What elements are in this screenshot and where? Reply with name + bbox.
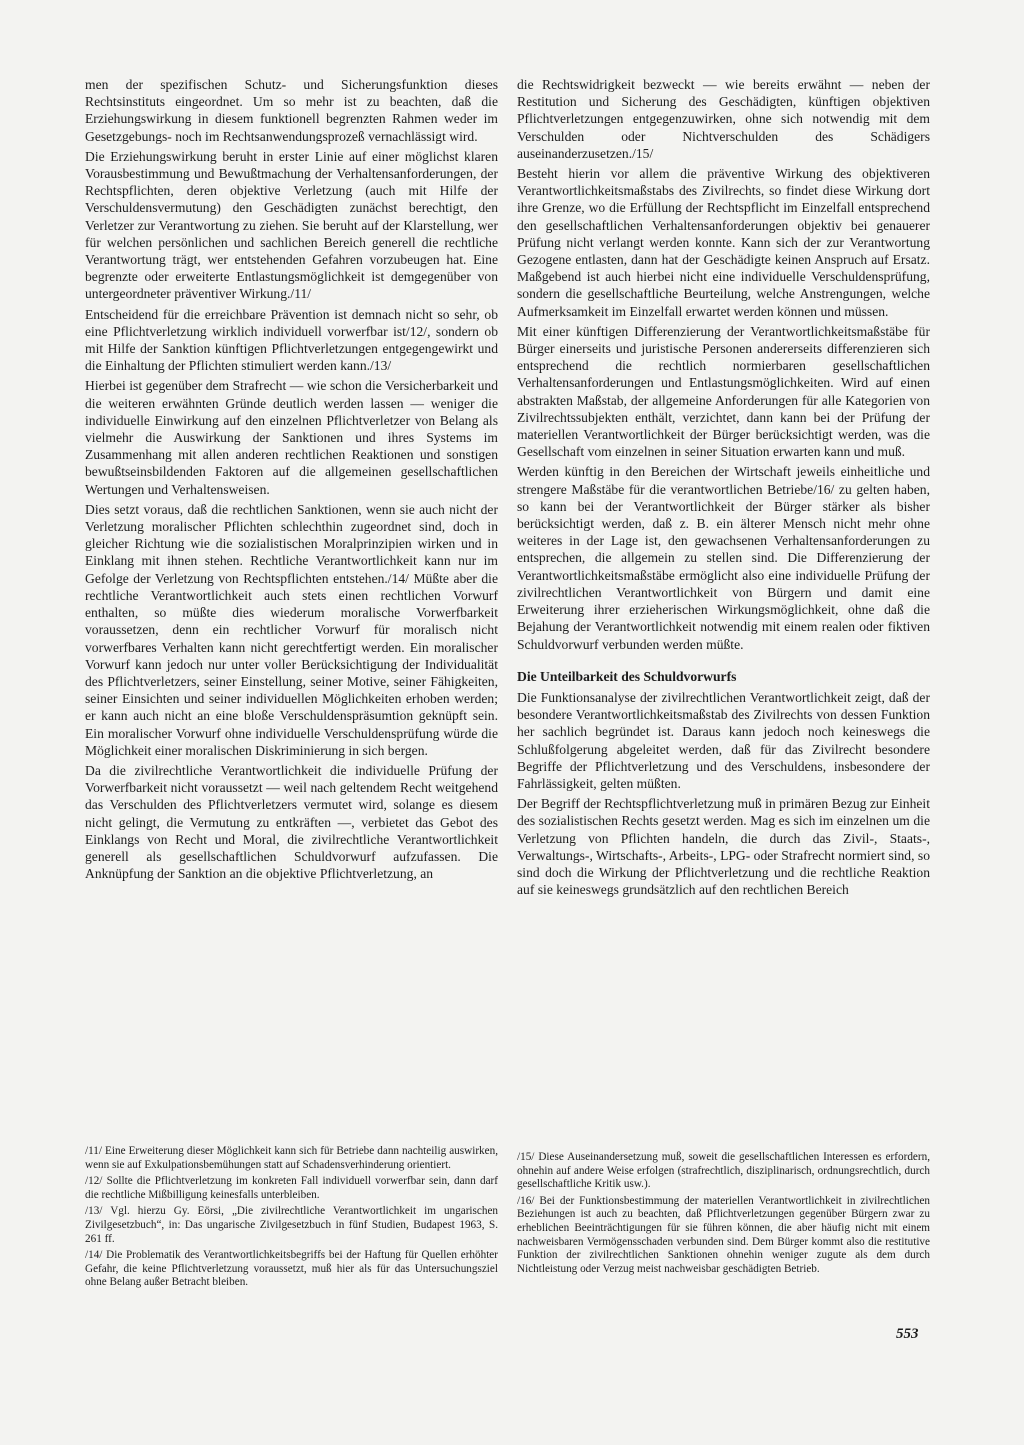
body-paragraph: Werden künftig in den Bereichen der Wirtschaft jeweils einheitliche und strengere Maßstäbe für die verantwortlichen Betriebe/16/ zu gelten haben, so kann bei der Verantwortlichkeit der Bürger stärker als bisher berücksichtigt werden, daß z. B. ein älterer Mensch nicht mehr ohne weiteres in der Lage ist, den gewachsenen Verhaltensanforderungen zu entsprechen, die allgemein zu stellen sind. Die Differenzierung der Verantwortlichkeitsmaßstäbe ermöglicht also eine individuelle Prüfung der zivilrechtlichen Verantwortlichkeit von Bürgern und damit eine Erweiterung ihrer erzieherischen Wirkungsmöglichkeit, ohne daß die Bejahung der Verantwortlichkeit notwendig mit einem realen oder fiktiven Schuldvorwurf verbunden werden müßte.: [517, 464, 930, 652]
footnotes-left: [85, 1145, 498, 1293]
footnote: /15/ Diese Auseinandersetzung muß, soweit die gesellschaftlichen Interessen es erfordern, ohnehin auf andere Weise erfolgen (strafrechtlich, disziplinarisch, ordnungsrechtlich, durch gesellschaftliche Kritik usw.).: [517, 1151, 930, 1191]
footnotes-right: [517, 1151, 930, 1279]
body-paragraph: Der Begriff der Rechtspflichtverletzung muß in primären Bezug zur Einheit des sozialistischen Rechts gesetzt werden. Mag es sich im einzelnen um die Verletzung von Pflichten handeln, die durch das Zivil-, Staats-, Verwaltungs-, Wirtschafts-, Arbeits-, LPG- oder Strafrecht normiert sind, so sind doch die Wirkung der Pflichtverletzung und die rechtliche Reaktion auf sie keineswegs grundsätzlich auf den rechtlichen Bereich: [517, 796, 930, 898]
left-column: [85, 76, 498, 885]
body-paragraph: Dies setzt voraus, daß die rechtlichen Sanktionen, wenn sie auch nicht der Verletzung moralischer Pflichten schlechthin zugeordnet sind, doch in gleicher Richtung wie die sozialistischen Moralprinzipien wirken und in Einklang mit ihnen stehen. Rechtliche Verantwortlichkeit kann nur im Gefolge der Verletzung von Rechtspflichten entstehen./14/ Müßte aber die rechtliche Verantwortlichkeit auch stets einen rechtlichen Vorwurf enthalten, so müßte dies wiederum moralische Vorwerfbarkeit voraussetzen, denn ein rechtlicher Vorwurf für moralisch nicht vorwerfbares Verhalten kann nicht gerechtfertigt werden. Ein moralischer Vorwurf kann jedoch nur unter voller Berücksichtigung der Individualität des Pflichtverletzers, seiner Einstellung, seiner Motive, seiner Fähigkeiten, seiner Einsichten und seiner individuellen Möglichkeiten erhoben werden; er kann auch nicht an eine bloße Verschuldenspräsumtion geknüpft sein. Ein moralischer Vorwurf ohne individuelle Verschuldensprüfung würde die Möglichkeit einer moralischen Diskriminierung in sich bergen.: [85, 501, 498, 758]
body-paragraph: Entscheidend für die erreichbare Prävention ist demnach nicht so sehr, ob eine Pflichtverletzung wirklich individuell vorwerfbar ist/12/, sondern ob mit Hilfe der Sanktion künftigen Pflichtverletzungen entgegengewirkt und die Einhaltung der Pflichten stimuliert werden kann./13/: [85, 306, 498, 374]
footnote: /11/ Eine Erweiterung dieser Möglichkeit kann sich für Betriebe dann nachteilig auswirken, wenn sie auf Exkulpationsbemühungen statt auf Schadensverhinderung orientiert.: [85, 1145, 498, 1171]
footnote: /16/ Bei der Funktionsbestimmung der materiellen Verantwortlichkeit in zivilrechtlichen Beziehungen ist auch zu beachten, daß Pflichtverletzungen gegenüber Bürgern zwar zu erheblichen Beeinträchtigungen für sie führen können, die aber häufig nicht mit einem nachweisbaren Vermögensschaden verbunden sind. Dem Bürger kommt also die restitutive Funktion der zivilrechtlichen Sanktionen ohnehin weniger zugute als dem durch Nichtleistung oder Verzug meist nachweisbar geschädigten Betrieb.: [517, 1194, 930, 1275]
footnote: /14/ Die Problematik des Verantwortlichkeitsbegriffs bei der Haftung für Quellen erhöhter Gefahr, die keine Pflichtverletzung voraussetzt, muß hier als für das Untersuchungsziel ohne Belang außer Betracht bleiben.: [85, 1249, 498, 1289]
body-paragraph: Die Erziehungswirkung beruht in erster Linie auf einer möglichst klaren Vorausbestimmung und Bewußtmachung der Verhaltensanforderungen, der Rechtspflichten, deren objektive Verletzung (auch mit Hilfe der Verschuldensvermutung) den Geschädigten zunächst berechtigt, den Verletzer zur Verantwortung zu ziehen. Sie beruht auf der Klarstellung, wer für welchen persönlichen und sachlichen Bereich generell die rechtliche Verantwortung trägt, wer entstehenden Gefahren vorzubeugen hat. Eine begrenzte oder erweiterte Entlastungsmöglichkeit ist demgegenüber von untergeordneter präventiver Wirkung./11/: [85, 148, 498, 302]
body-paragraph: Besteht hierin vor allem die präventive Wirkung des objektiveren Verantwortlichkeitsmaßstabs des Zivilrechts, so findet diese Wirkung dort ihre Grenze, wo die Erfüllung der Rechtspflicht im Einzelfall entsprechend den gesellschaftlichen Verhaltensanforderungen objektiv bei genauerer Prüfung nicht verlangt werden konnte. Kann sich der zur Verantwortung Gezogene entlasten, dann hat der Geschädigte keinen Anspruch auf Ersatz. Maßgebend ist auch hierbei nicht eine individuelle Verschuldensprüfung, sondern die gesellschaftliche Beurteilung, welche Anstrengungen, welche Aufmerksamkeit im Einzelfall erwartet werden können und müssen.: [517, 166, 930, 319]
footnote: /13/ Vgl. hierzu Gy. Eörsi, „Die zivilrechtliche Verantwortlichkeit im ungarischen Zivilgesetzbuch“, in: Das ungarische Zivilgesetzbuch in fünf Studien, Budapest 1963, S. 261 ff.: [85, 1205, 498, 1245]
body-paragraph: men der spezifischen Schutz- und Sicherungsfunktion dieses Rechtsinstituts eingeordnet. Um so mehr ist zu beachten, daß die Erziehungswirkung in diesem funktionell begrenzten Rahmen weder im Gesetzgebungs- noch im Rechtsanwendungsprozeß vernachlässigt wird.: [85, 77, 498, 144]
body-paragraph: Mit einer künftigen Differenzierung der Verantwortlichkeitsmaßstäbe für Bürger einerseits und juristische Personen andererseits differenzieren sich entsprechend die rechtlich normierbaren gesellschaftlichen Verhaltensanforderungen und Entlastungsmöglichkeiten. Wird auf einen abstrakten Maßstab, der allgemeine Anforderungen für alle Kategorien von Zivilrechtssubjekten enthält, verzichtet, dann kann bei der Prüfung der materiellen Verantwortlichkeit der Bürger berücksichtigt werden, was die Gesellschaft vom einzelnen in seiner Situation erwarten kann und muß.: [517, 323, 930, 460]
body-paragraph: Da die zivilrechtliche Verantwortlichkeit die individuelle Prüfung der Vorwerfbarkeit nicht voraussetzt — weil nach geltendem Recht weitgehend das Verschulden des Pflichtverletzers vermutet wird, solange es diesem nicht gelingt, die Vermutung zu entkräften —, verbietet das Gebot des Einklangs von Recht und Moral, die zivilrechtliche Verantwortlichkeit generell als gesellschaftlichen Schuldvorwurf aufzufassen. Die Anknüpfung der Sanktion an die objektive Pflichtverletzung, an: [85, 762, 498, 882]
body-paragraph: Die Funktionsanalyse der zivilrechtlichen Verantwortlichkeit zeigt, daß der besondere Verantwortlichkeitsmaßstab des Zivilrechts von dessen Funktion her sachlich begründet ist. Daraus kann jedoch noch keineswegs die Schlußfolgerung abgeleitet werden, daß für das Zivilrecht besondere Begriffe der Pflichtverletzung und des Verschuldens, insbesondere der Fahrlässigkeit, gelten müßten.: [517, 689, 930, 791]
body-paragraph: die Rechtswidrigkeit bezweckt — wie bereits erwähnt — neben der Restitution und Sicherung des Geschädigten, künftigen objektiven Pflichtverletzungen entgegenzuwirken, ohne sich notwendig mit dem Verschulden oder Nichtverschulden des Schädigers auseinanderzusetzen./15/: [517, 77, 930, 161]
right-column: [517, 76, 930, 901]
body-paragraph: Hierbei ist gegenüber dem Strafrecht — wie schon die Versicherbarkeit und die weiteren erwähnten Gründe deutlich werden lassen — weniger die individuelle Einwirkung auf den einzelnen Pflichtverletzer von Belang als vielmehr die Auswirkung der Sanktionen und ihres Systems im Zusammenhang mit allen anderen rechtlichen Reaktionen und sonstigen bewußtseinsbildenden Faktoren auf die allgemeinen gesellschaftlichen Wertungen und Verhaltensweisen.: [85, 378, 498, 497]
footnote: /12/ Sollte die Pflichtverletzung im konkreten Fall individuell vorwerfbar sein, dann darf die rechtliche Mißbilligung keinesfalls unterbleiben.: [85, 1175, 498, 1201]
section-heading: Die Unteilbarkeit des Schuldvorwurfs: [517, 668, 737, 684]
page-number: 553: [896, 1326, 919, 1342]
